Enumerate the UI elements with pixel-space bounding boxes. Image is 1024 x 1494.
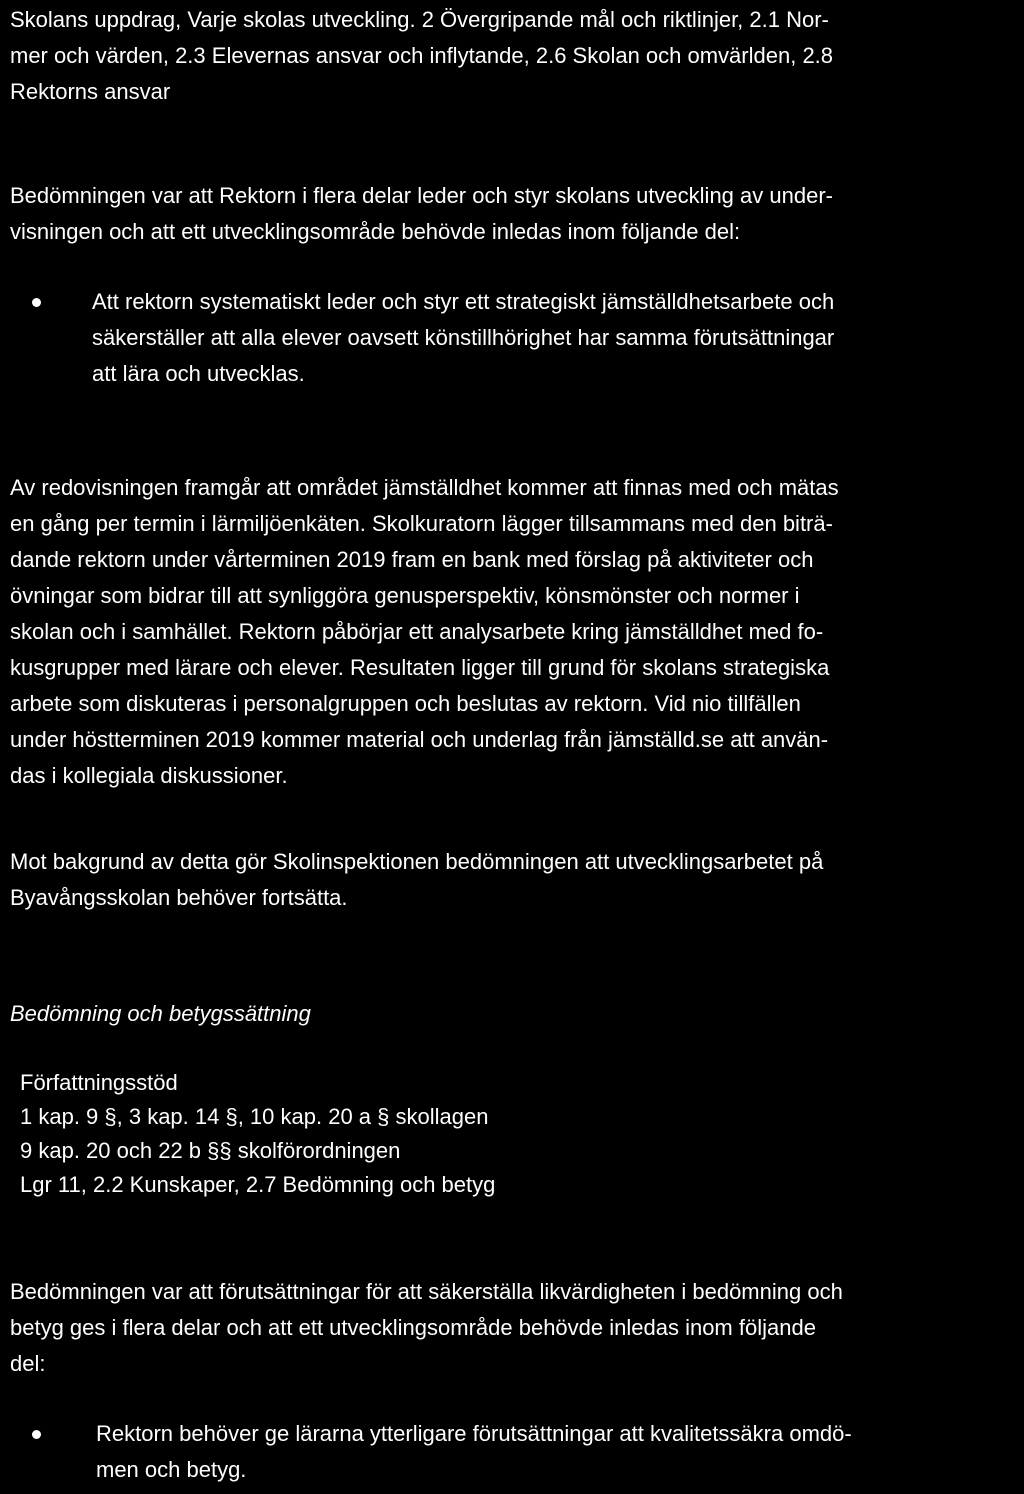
section-heading-block [10, 996, 1014, 1032]
text-line: att lära och utvecklas. [92, 361, 305, 386]
text-line: mer och värden, 2.3 Elevernas ansvar och inflytande, 2.6 Skolan och omvärlden, 2.8 [10, 43, 834, 68]
text-line: das i kollegiala diskussioner. [10, 763, 288, 788]
assessment-paragraph-1 [10, 178, 1014, 250]
text-line: Mot bakgrund av detta gör Skolinspektionen bedömningen att utvecklingsarbetet på [10, 849, 824, 874]
text-line: betyg ges i flera delar och att ett utvecklingsområde behövde inledas inom följande [10, 1315, 816, 1340]
statute-title: Författningsstöd [20, 1070, 178, 1095]
statute-line: Lgr 11, 2.2 Kunskaper, 2.7 Bedömning och betyg [20, 1172, 496, 1197]
text-line: Bedömningen var att Rektorn i flera delar leder och styr skolans utveckling av under- [10, 183, 833, 208]
intro-paragraph [10, 2, 1014, 110]
text-line: under höstterminen 2019 kommer material och underlag från jämställd.se att använ- [10, 727, 829, 752]
text-line: övningar som bidrar till att synliggöra genusperspektiv, könsmönster och normer i [10, 583, 800, 608]
statute-line: 9 kap. 20 och 22 b §§ skolförordningen [20, 1138, 401, 1163]
text-line: arbete som diskuteras i personalgruppen och beslutas av rektorn. Vid nio tillfällen [10, 691, 801, 716]
conclusion-paragraph [10, 844, 1014, 916]
text-line: Att rektorn systematiskt leder och styr ett strategiskt jämställdhetsarbete och [92, 289, 835, 314]
bullet-text [96, 1416, 1024, 1488]
bullet-dot-icon [32, 298, 41, 307]
report-paragraph [10, 470, 1014, 794]
text-line: Byavångsskolan behöver fortsätta. [10, 885, 348, 910]
text-line: men och betyg. [96, 1457, 247, 1482]
text-line: säkerställer att alla elever oavsett könstillhörighet har samma förutsättningar [92, 325, 835, 350]
text-line: Rektorns ansvar [10, 79, 171, 104]
text-line: Skolans uppdrag, Varje skolas utveckling. 2 Övergripande mål och riktlinjer, 2.1 Nor- [10, 7, 829, 32]
text-line: skolan och i samhället. Rektorn påbörjar ett analysarbete kring jämställdhet med fo- [10, 619, 824, 644]
text-line: en gång per termin i lärmiljöenkäten. Skolkuratorn lägger tillsammans med den biträ- [10, 511, 833, 536]
statute-list [20, 1066, 1024, 1202]
text-line: Bedömningen var att förutsättningar för att säkerställa likvärdigheten i bedömning och [10, 1279, 843, 1304]
bullet-text [92, 284, 1022, 392]
section-heading: Bedömning och betygssättning [10, 1001, 311, 1026]
text-line: dande rektorn under vårterminen 2019 fram en bank med förslag på aktiviteter och [10, 547, 814, 572]
text-line: Rektorn behöver ge lärarna ytterligare förutsättningar att kvalitetssäkra omdö- [96, 1421, 852, 1446]
text-line: kusgrupper med lärare och elever. Resultaten ligger till grund för skolans strategiska [10, 655, 830, 680]
text-line: Av redovisningen framgår att området jämställdhet kommer att finnas med och mätas [10, 475, 839, 500]
text-line: visningen och att ett utvecklingsområde behövde inledas inom följande del: [10, 219, 741, 244]
assessment-paragraph-2 [10, 1274, 1014, 1382]
bullet-dot-icon [32, 1430, 41, 1439]
statute-line: 1 kap. 9 §, 3 kap. 14 §, 10 kap. 20 a § skollagen [20, 1104, 489, 1129]
text-line: del: [10, 1351, 46, 1376]
